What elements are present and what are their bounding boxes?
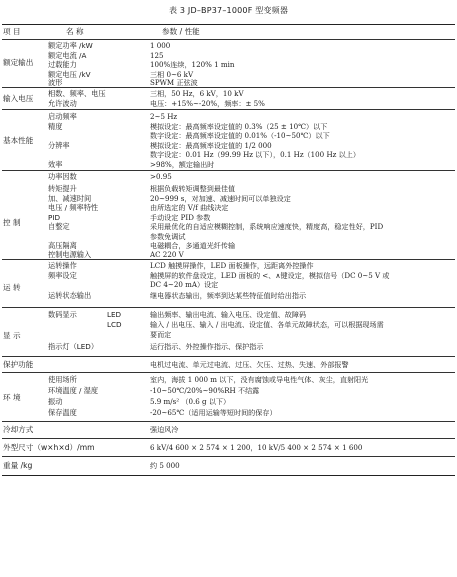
row-value: -20~65℃（适用运输等短时间的保存） <box>150 408 277 417</box>
row-value: 输出频率、输出电流、输入电压、设定值、故障码 <box>150 310 307 319</box>
row-value: 6 kV/4 600 × 2 574 × 1 200，10 kV/5 400 × 2 574 × 1 600 <box>150 443 363 452</box>
category-basic-performance: 基本性能 <box>3 136 34 145</box>
row-name: PID <box>48 212 60 222</box>
category-environment: 环 境 <box>3 393 21 402</box>
row-name: 功率因数 <box>48 172 77 181</box>
header-rule <box>2 39 455 40</box>
row-name: 分辨率 <box>48 140 70 150</box>
row-value: LCD 触摸屏操作，LED 面板操作，远距离外控操作 <box>150 261 314 270</box>
row-name: 效率 <box>48 159 63 169</box>
row-name: 额定电压 /kV <box>48 69 91 79</box>
header-item: 项 目 <box>3 27 21 36</box>
row-name: 额定功率 /kW <box>48 41 93 50</box>
row-value: 2~5 Hz <box>150 112 178 121</box>
divider <box>2 421 455 422</box>
row-value: >98%，额定输出时 <box>150 159 215 169</box>
row-value: 根据负载转矩调整到最佳值 <box>150 184 236 193</box>
row-name: 额定电流 /A <box>48 50 87 60</box>
divider <box>2 109 455 110</box>
row-value: 20~999 s，对加速、减速时间可以单独设定 <box>150 193 291 203</box>
row-name: 高压隔离 <box>48 241 77 250</box>
row-name: 波形 <box>48 78 63 87</box>
spec-table <box>2 24 455 574</box>
row-name: LCD <box>107 320 122 329</box>
row-value: 强迫风冷 <box>150 425 179 434</box>
row-value: 由所选定的 V/f 曲线决定 <box>150 203 229 212</box>
row-value: 数字设定：最高频率设定值的 0.01%（-10~50℃）以下 <box>150 131 330 140</box>
row-value: 参数免调试 <box>150 231 186 241</box>
row-value: 要而定 <box>150 329 172 339</box>
row-value: 数字设定：0.01 Hz（99.99 Hz 以下），0.1 Hz（100 Hz 以上） <box>150 150 360 159</box>
row-name: 转矩提升 <box>48 184 77 193</box>
row-name: 启动频率 <box>48 112 77 121</box>
row-value: 三相，50 Hz，6 kV，10 kV <box>150 89 244 98</box>
row-name: 环境温度 / 湿度 <box>48 386 99 395</box>
divider <box>2 372 455 373</box>
row-value: 输入 / 出电压、输入 / 出电流、设定值、各单元故障状态，可以根据现场需 <box>150 320 384 329</box>
row-value: 模拟设定：最高频率设定值的 0.3%（25 ± 10℃）以下 <box>150 121 328 131</box>
row-name: 电压 / 频率特性 <box>48 203 99 212</box>
category-weight: 重量 /kg <box>3 461 33 470</box>
row-name: 过载能力 <box>48 60 77 69</box>
row-value: >0.95 <box>150 172 172 181</box>
row-value: 继电器状态输出，频率到达某些特征值时给出指示 <box>150 291 307 300</box>
category-dimensions: 外型尺寸（w×h×d）/mm <box>3 443 95 452</box>
row-value: 手动设定 PID 参数 <box>150 212 211 222</box>
row-value: 1 000 <box>150 41 171 50</box>
row-name: 允许波动 <box>48 99 77 108</box>
row-name: 使用场所 <box>48 375 77 384</box>
category-operation: 运 转 <box>3 283 21 292</box>
row-value: 125 <box>150 50 164 60</box>
row-value: 5.9 m/s² （0.6 g 以下） <box>150 397 231 406</box>
row-name: 运转状态输出 <box>48 291 92 300</box>
row-value: 采用最优化的自适应模糊控制，系统响应速度快，精度高，稳定性好，PID <box>150 222 384 231</box>
row-value: 触摸屏的软件盘设定，LED 面板的 <、∧键设定，模拟信号（DC 0~5 V 或 <box>150 270 390 280</box>
row-name: 保存温度 <box>48 408 77 417</box>
row-value: DC 4~20 mA）设定 <box>150 280 219 289</box>
header-params: 参数 / 性能 <box>162 27 200 36</box>
display-sub-label: 数码显示 <box>48 310 77 319</box>
category-control: 控 制 <box>3 218 21 227</box>
row-value: 运行指示、外控操作指示、保护指示 <box>150 342 264 351</box>
row-value: 电磁耦合，多通道光纤传输 <box>150 241 236 250</box>
row-value: 电压：+15%~-20%，频率：± 5% <box>150 99 265 108</box>
divider <box>2 438 455 439</box>
table-title: 表 3 JD–BP37–1000F 型变频器 <box>168 6 289 15</box>
divider <box>2 307 455 308</box>
row-value: 电机过电流、单元过电流、过压、欠压、过热、失速、外部报警 <box>150 360 349 369</box>
category-cooling: 冷却方式 <box>3 425 34 434</box>
row-name: 频率设定 <box>48 270 77 280</box>
category-protection: 保护功能 <box>3 360 34 369</box>
row-name: 指示灯（LED） <box>48 342 99 351</box>
row-value: 100%连续，120% 1 min <box>150 60 235 69</box>
category-rated-output: 额定输出 <box>3 58 34 67</box>
divider <box>2 170 455 171</box>
category-input-voltage: 输入电压 <box>3 94 34 103</box>
row-name: 精度 <box>48 121 63 131</box>
row-name: 相数、频率、电压 <box>48 89 106 98</box>
row-value: AC 220 V <box>150 250 184 259</box>
table-bottom-rule <box>2 475 455 476</box>
row-name: 控制电源输入 <box>48 250 92 259</box>
row-name: 自整定 <box>48 222 70 231</box>
row-value: 约 5 000 <box>150 461 180 470</box>
row-name: 运转操作 <box>48 261 77 270</box>
category-display: 显 示 <box>3 331 21 340</box>
row-value: 三相 0~6 kV <box>150 69 194 79</box>
row-name: 振动 <box>48 397 63 406</box>
divider <box>2 356 455 357</box>
row-name: 加、减速时间 <box>48 193 92 203</box>
divider <box>2 456 455 457</box>
header-name: 名 称 <box>66 27 84 36</box>
row-value: -10~50℃/20%~90%RH 不结露 <box>150 386 260 395</box>
row-value: 模拟设定：最高频率设定值的 1/2 000 <box>150 140 272 150</box>
row-name: LED <box>107 310 122 319</box>
row-value: 室内，海拔 1 000 m 以下，没有腐蚀或导电性气体、灰尘，直射阳光 <box>150 375 369 384</box>
row-value: SPWM 正弦波 <box>150 78 198 87</box>
